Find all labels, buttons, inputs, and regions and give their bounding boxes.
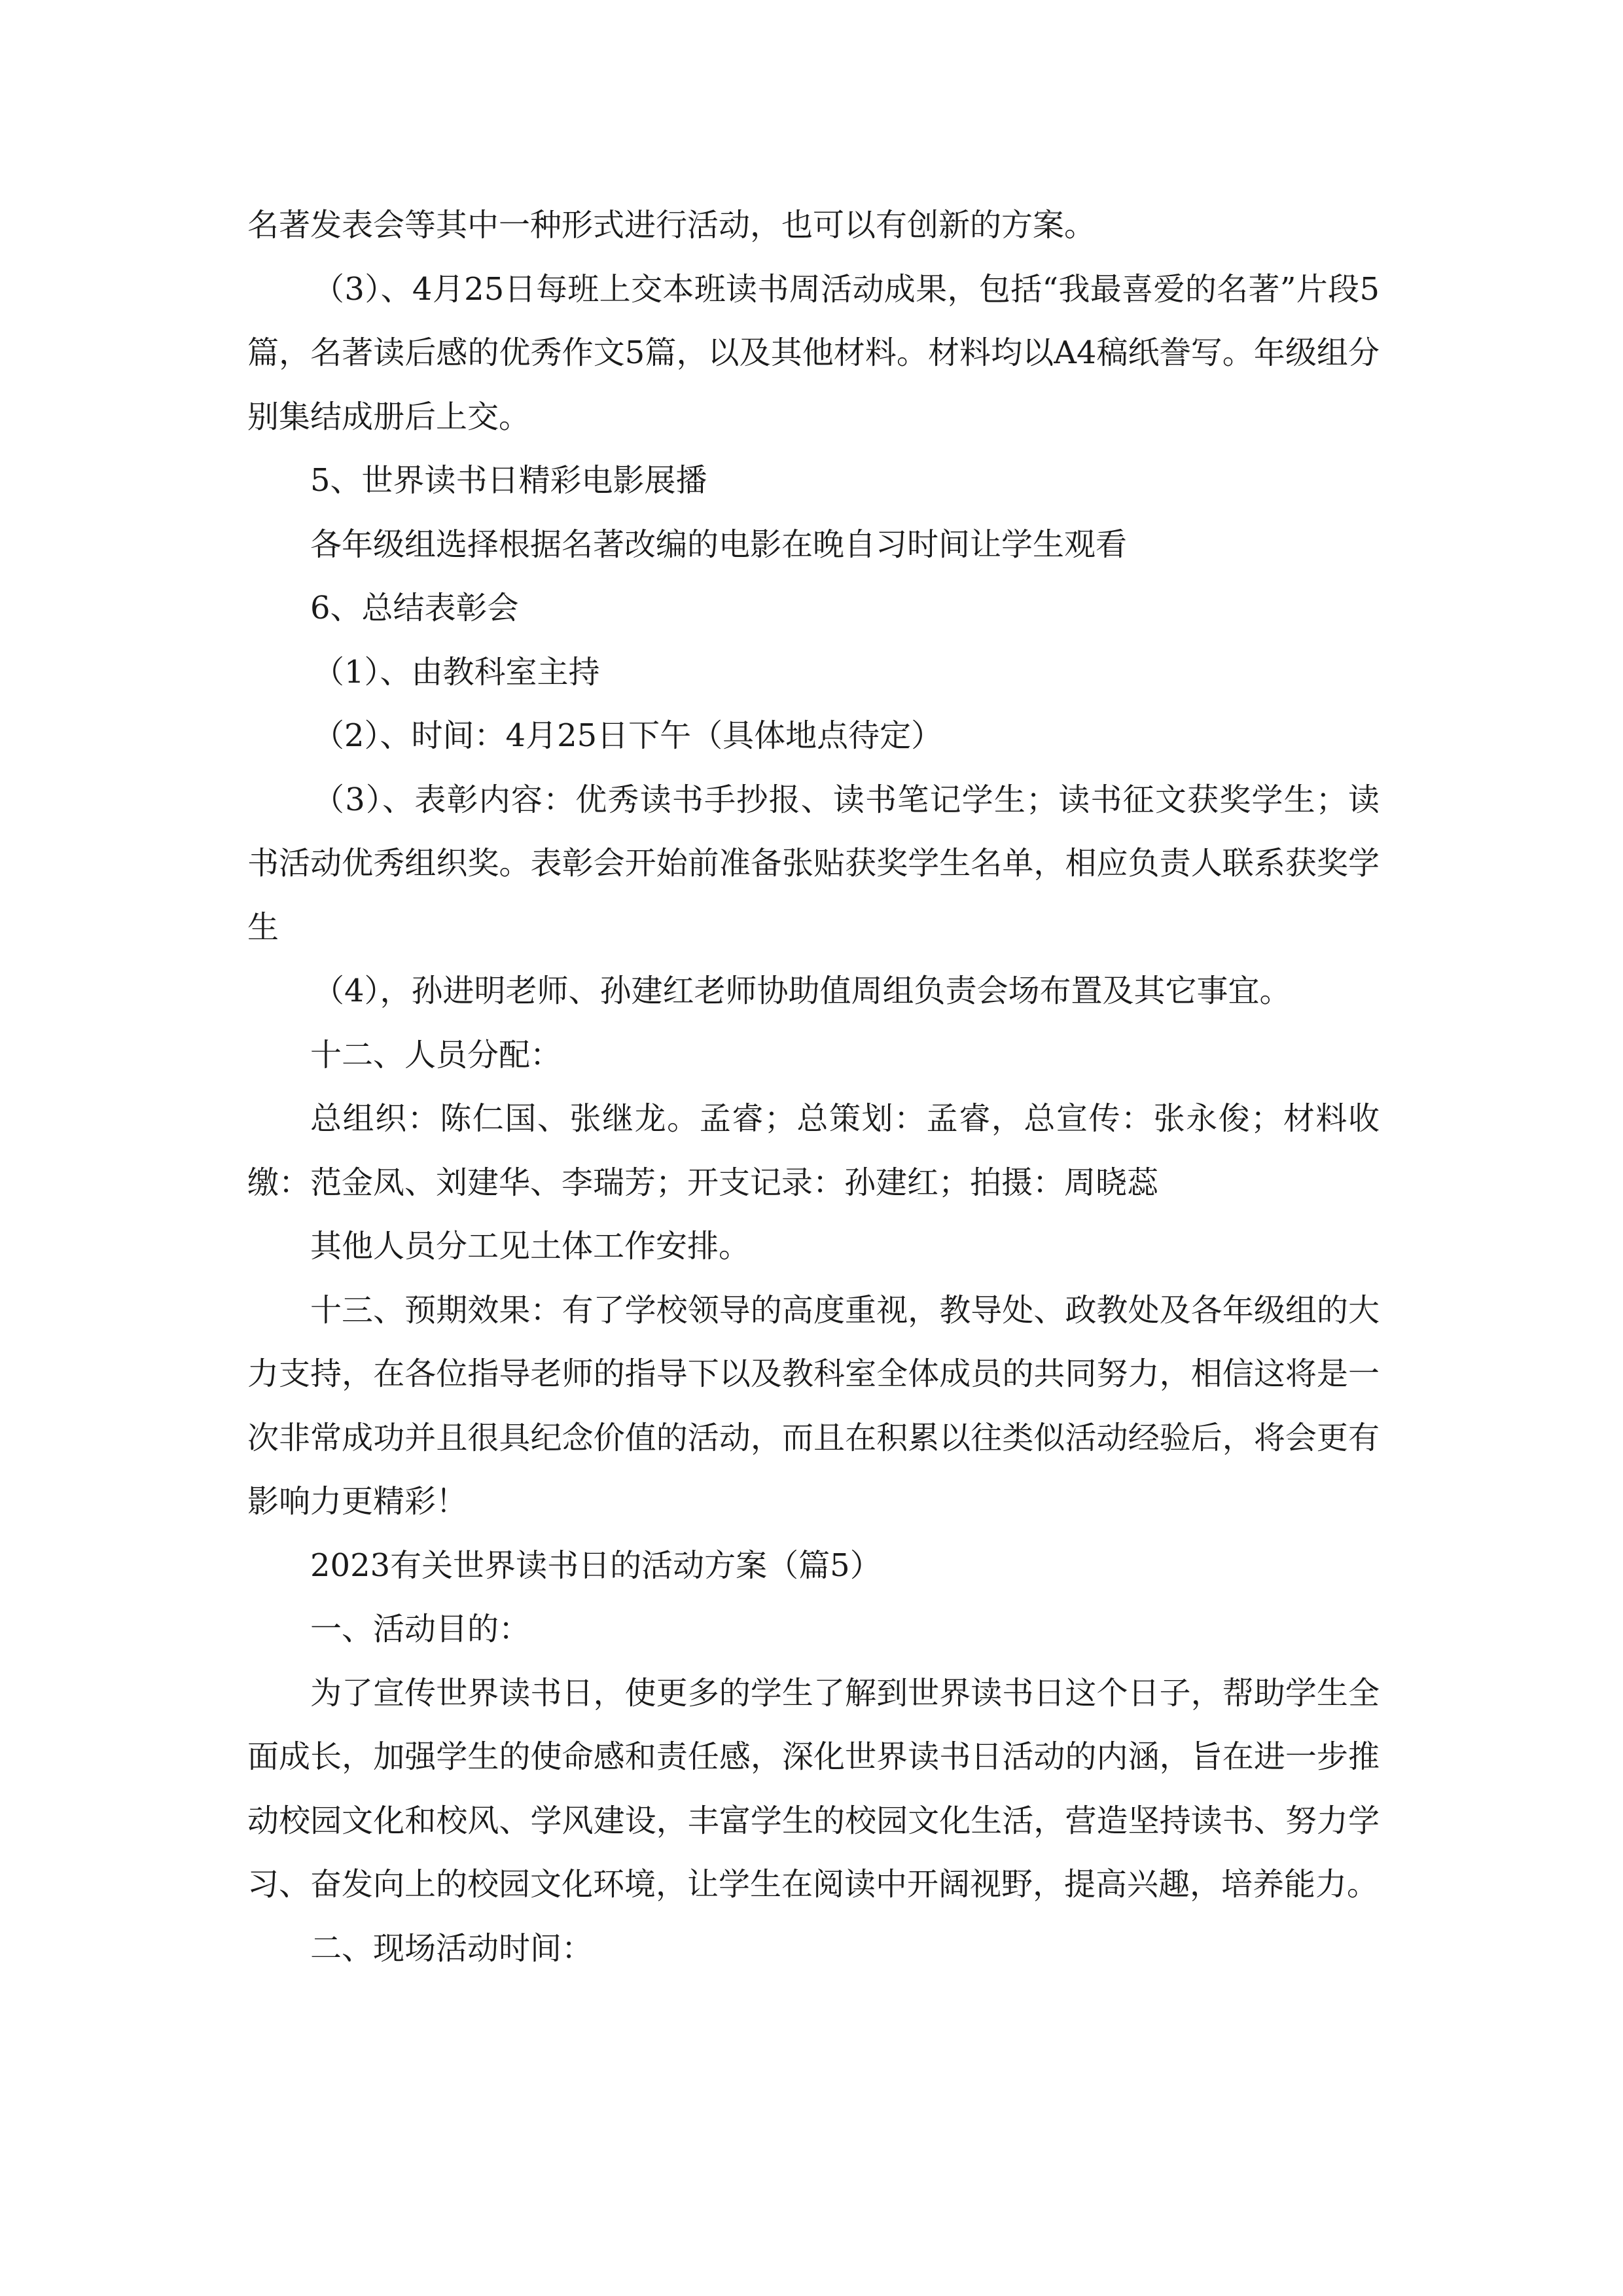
- item-host: （1）、由教科室主持: [313, 653, 600, 691]
- heading-activity-purpose: 一、活动目的：: [310, 1611, 531, 1647]
- heading-movie-screening: 5、世界读书日精彩电影展播: [310, 462, 707, 499]
- item-venue-arrangement: （4），孙进明老师、孙建红老师协助值周组负责会场布置及其它事宜。: [313, 973, 1291, 1009]
- paragraph-other-staff: 其他人员分工见土体工作安排。: [310, 1228, 751, 1265]
- document-body: [247, 194, 1380, 1981]
- paragraph-activity-purpose: 为了宣传世界读书日，使更多的学生了解到世界读书日这个日子，帮助学生全面成长，加强学生的使命感和责任感，深化世界读书日活动的内涵，旨在进一步推动校园文化和校风、学风建设，丰富学生的校园文化生活，营造坚持读书、努力学习、奋发向上的校园文化环境，让学生在阅读中开阔视野，提高兴趣，培养能力。: [247, 1674, 1380, 1903]
- paragraph-movie-screening: 各年级组选择根据名著改编的电影在晚自习时间让学生观看: [310, 526, 1128, 563]
- paragraph-results-submission: （3）、4月25日每班上交本班读书周活动成果，包括“我最喜爱的名著”片段5篇，名著读后感的优秀作文5篇，以及其他材料。材料均以A4稿纸誊写。年级组分别集结成册后上交。: [247, 270, 1380, 435]
- heading-summary-meeting: 6、总结表彰会: [310, 590, 519, 626]
- heading-staff-allocation: 十二、人员分配：: [310, 1036, 562, 1073]
- item-award-content: （3）、表彰内容：优秀读书手抄报、读书笔记学生；读书征文获奖学生；读书活动优秀组织奖。表彰会开始前准备张贴获奖学生名单，相应负责人联系获奖学生: [247, 781, 1380, 946]
- item-time: （2）、时间：4月25日下午（具体地点待定）: [313, 717, 943, 754]
- paragraph-staff-allocation: 总组织：陈仁国、张继龙。孟睿；总策划：孟睿，总宣传：张永俊；材料收缴：范金凤、刘建华、李瑞芳；开支记录：孙建红；拍摄：周晓蕊: [247, 1100, 1380, 1201]
- paragraph-continuation: 名著发表会等其中一种形式进行活动，也可以有创新的方案。: [247, 207, 1096, 243]
- heading-onsite-activity-time: 二、现场活动时间：: [310, 1929, 594, 1967]
- section-title-plan-5: 2023有关世界读书日的活动方案（篇5）: [310, 1547, 882, 1584]
- paragraph-expected-effect: 十三、预期效果：有了学校领导的高度重视，教导处、政教处及各年级组的大力支持，在各位指导老师的指导下以及教科室全体成员的共同努力，相信这将是一次非常成功并且很具纪念价值的活动，而且在积累以往类似活动经验后，将会更有影响力更精彩！: [247, 1291, 1380, 1520]
